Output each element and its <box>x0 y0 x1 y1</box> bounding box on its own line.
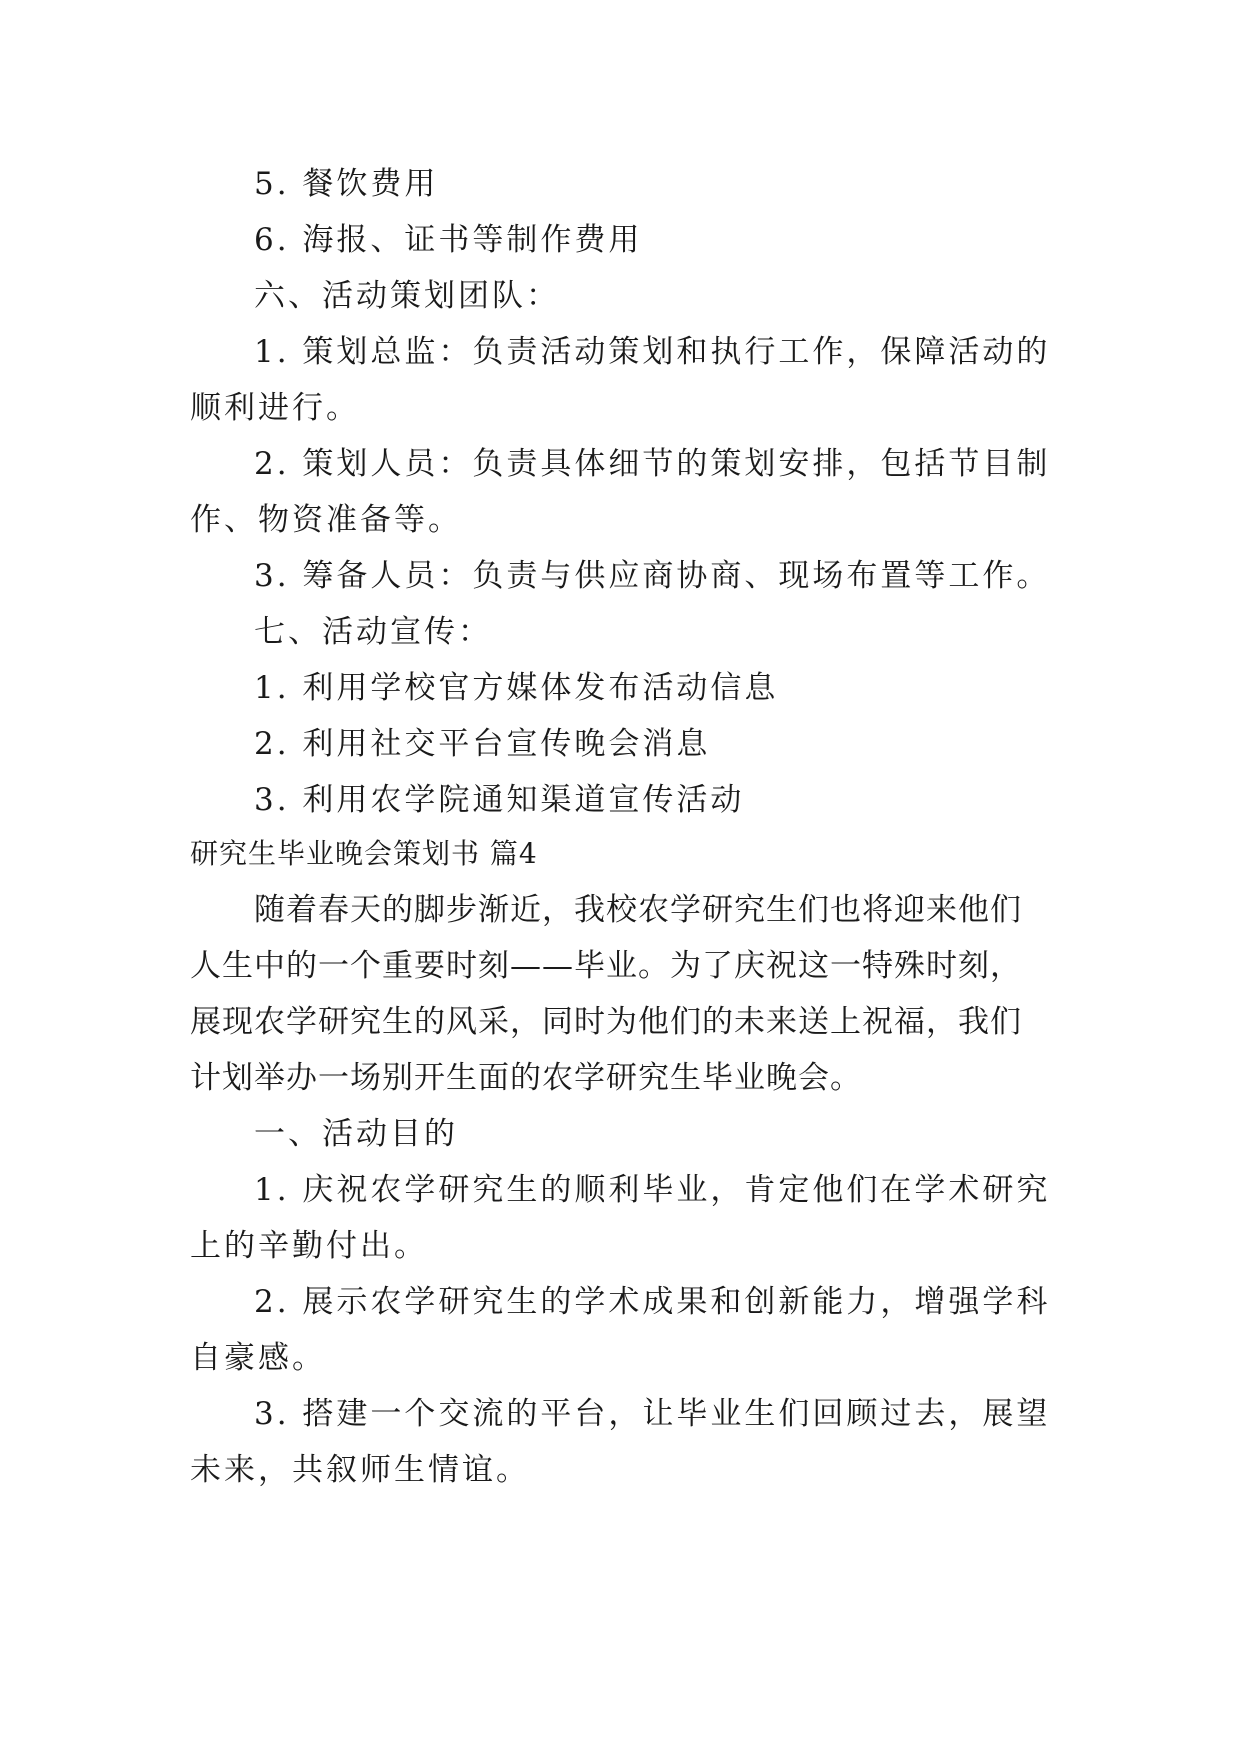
paragraph-line: 3. 筹备人员：负责与供应商协商、现场布置等工作。 <box>254 558 1051 594</box>
section-heading-team: 六、活动策划团队： <box>254 278 560 314</box>
list-item: 2. 利用社交平台宣传晚会消息 <box>254 726 711 762</box>
paragraph-line: 上的辛勤付出。 <box>190 1228 428 1264</box>
section-heading-purpose: 一、活动目的 <box>254 1116 458 1152</box>
paragraph-line: 人生中的一个重要时刻——毕业。为了庆祝这一特殊时刻， <box>190 948 1022 984</box>
paragraph-line: 1. 策划总监：负责活动策划和执行工作，保障活动的 <box>254 334 1051 370</box>
paragraph-line: 自豪感。 <box>190 1340 326 1376</box>
paragraph-line: 2. 策划人员：负责具体细节的策划安排，包括节目制 <box>254 446 1051 482</box>
paragraph-line: 未来，共叙师生情谊。 <box>190 1452 530 1488</box>
paragraph-line: 2. 展示农学研究生的学术成果和创新能力，增强学科 <box>254 1284 1051 1320</box>
list-item-catering: 5. 餐饮费用 <box>254 166 439 202</box>
paragraph-line: 展现农学研究生的风采，同时为他们的未来送上祝福，我们 <box>190 1004 1022 1040</box>
paragraph-line: 计划举办一场别开生面的农学研究生毕业晚会。 <box>190 1060 862 1096</box>
document-title: 研究生毕业晚会策划书 篇4 <box>190 837 538 870</box>
list-item: 1. 利用学校官方媒体发布活动信息 <box>254 670 779 706</box>
paragraph-line: 随着春天的脚步渐近，我校农学研究生们也将迎来他们 <box>254 892 1022 928</box>
paragraph-line: 作、物资准备等。 <box>190 502 462 538</box>
paragraph-line: 1. 庆祝农学研究生的顺利毕业，肯定他们在学术研究 <box>254 1172 1051 1208</box>
paragraph-line: 3. 搭建一个交流的平台，让毕业生们回顾过去，展望 <box>254 1396 1051 1432</box>
section-heading-promotion: 七、活动宣传： <box>254 614 492 650</box>
paragraph-line: 顺利进行。 <box>190 390 360 426</box>
list-item-poster: 6. 海报、证书等制作费用 <box>254 222 643 258</box>
list-item: 3. 利用农学院通知渠道宣传活动 <box>254 782 745 818</box>
